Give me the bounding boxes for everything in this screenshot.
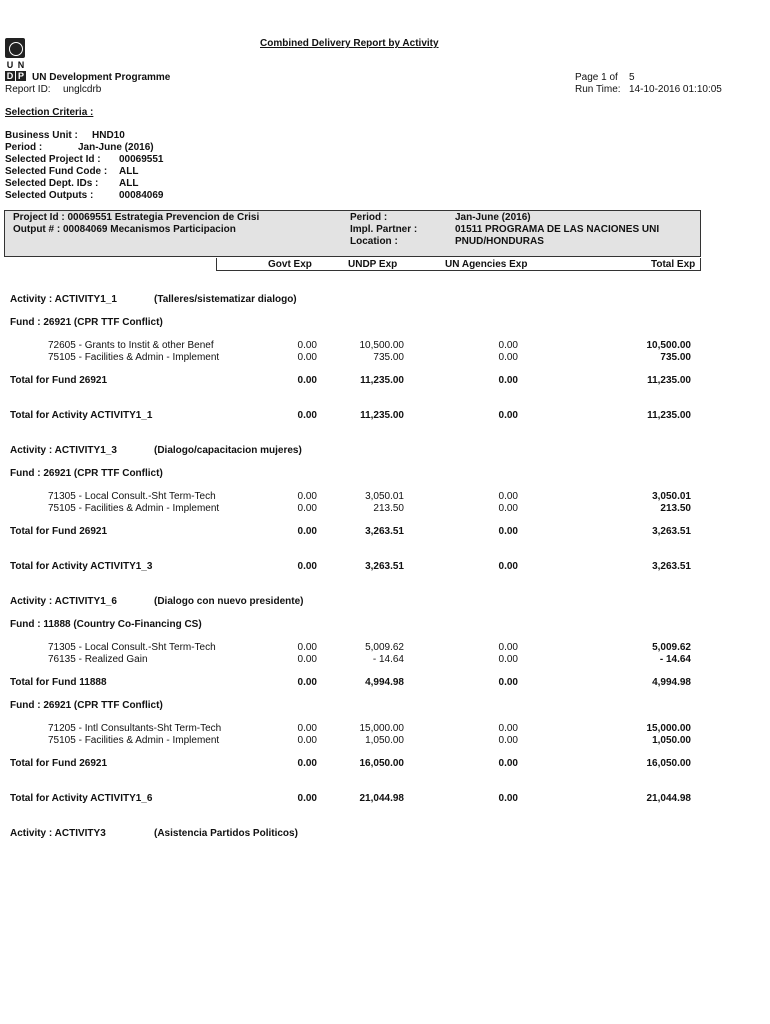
amount-cell: 0.00 <box>498 758 518 769</box>
amount-cell: 1,050.00 <box>365 735 404 746</box>
criteria-value: 00069551 <box>119 154 164 165</box>
amount-cell: 0.00 <box>498 677 518 688</box>
amount-cell: 3,263.51 <box>652 561 691 572</box>
amount-cell: 0.00 <box>498 793 518 804</box>
amount-cell: 0.00 <box>498 642 518 653</box>
amount-cell: 0.00 <box>297 642 317 653</box>
amount-cell: 0.00 <box>297 375 317 386</box>
output-line: Output # : 00084069 Mecanismos Participacion <box>13 224 236 235</box>
amount-cell: 15,000.00 <box>359 723 404 734</box>
fund-heading: Fund : 11888 (Country Co-Financing CS) <box>10 619 202 630</box>
amount-cell: 0.00 <box>498 526 518 537</box>
activity-heading: Activity : ACTIVITY1_1 <box>10 294 117 305</box>
criteria-label: Selected Project Id : <box>5 154 101 165</box>
activity-description: (Asistencia Partidos Politicos) <box>154 828 298 839</box>
account-line: 75105 - Facilities & Admin - Implement <box>48 503 220 514</box>
amount-cell: 11,235.00 <box>360 375 404 386</box>
project-line: Project Id : 00069551 Estrategia Prevencion de Crisi <box>13 212 260 223</box>
amount-cell: 10,500.00 <box>646 340 691 351</box>
amount-cell: 3,050.01 <box>652 491 691 502</box>
amount-cell: 15,000.00 <box>646 723 691 734</box>
account-line: 71205 - Intl Consultants-Sht Term-Tech <box>48 723 222 734</box>
column-header: Total Exp <box>651 259 696 270</box>
fund-heading: Fund : 26921 (CPR TTF Conflict) <box>10 700 163 711</box>
amount-cell: 0.00 <box>297 561 317 572</box>
total-label: Total for Activity ACTIVITY1_1 <box>10 410 153 421</box>
amount-cell: 0.00 <box>297 503 317 514</box>
amount-cell: 213.50 <box>660 503 691 514</box>
column-header: Govt Exp <box>268 259 312 270</box>
report-id: unglcdrb <box>63 84 102 95</box>
amount-cell: 21,044.98 <box>359 793 404 804</box>
account-line: 75105 - Facilities & Admin - Implement <box>48 735 220 746</box>
org-name: UN Development Programme <box>32 72 171 83</box>
criteria-value: HND10 <box>92 130 125 141</box>
partner-value: 01511 PROGRAMA DE LAS NACIONES UNI <box>455 224 660 235</box>
amount-cell: 16,050.00 <box>359 758 404 769</box>
account-line: 71305 - Local Consult.-Sht Term-Tech <box>48 491 216 502</box>
total-label: Total for Fund 26921 <box>10 375 108 386</box>
criteria-value: ALL <box>119 178 139 189</box>
amount-cell: 4,994.98 <box>652 677 691 688</box>
activity-description: (Dialogo/capacitacion mujeres) <box>154 445 302 456</box>
total-label: Total for Fund 11888 <box>10 677 107 688</box>
amount-cell: 0.00 <box>498 503 518 514</box>
amount-cell: 21,044.98 <box>646 793 691 804</box>
period-value: Jan-June (2016) <box>455 212 531 223</box>
amount-cell: 3,263.51 <box>652 526 691 537</box>
fund-heading: Fund : 26921 (CPR TTF Conflict) <box>10 317 163 328</box>
amount-cell: 0.00 <box>498 375 518 386</box>
undp-logo: U N D P <box>5 38 27 82</box>
page-total: 5 <box>629 72 635 83</box>
amount-cell: 0.00 <box>297 735 317 746</box>
column-header: UNDP Exp <box>348 259 398 270</box>
period-label: Period : <box>350 212 388 223</box>
amount-cell: 5,009.62 <box>652 642 691 653</box>
criteria-label: Selected Outputs : <box>5 190 94 201</box>
criteria-label: Business Unit : <box>5 130 78 141</box>
run-time-label: Run Time: <box>575 84 621 95</box>
criteria-value: 00084069 <box>119 190 164 201</box>
amount-cell: 0.00 <box>297 758 317 769</box>
amount-cell: 0.00 <box>297 654 317 665</box>
amount-cell: 0.00 <box>498 723 518 734</box>
amount-cell: 11,235.00 <box>647 410 691 421</box>
activity-heading: Activity : ACTIVITY1_3 <box>10 445 117 456</box>
page-label: Page 1 of <box>575 72 618 83</box>
amount-cell: - 14.64 <box>659 654 691 665</box>
amount-cell: 3,263.51 <box>365 561 404 572</box>
amount-cell: - 14.64 <box>372 654 404 665</box>
total-label: Total for Fund 26921 <box>10 758 108 769</box>
total-label: Total for Activity ACTIVITY1_3 <box>10 561 153 572</box>
account-line: 75105 - Facilities & Admin - Implement <box>48 352 220 363</box>
activity-description: (Talleres/sistematizar dialogo) <box>154 294 297 305</box>
criteria-label: Selected Fund Code : <box>5 166 108 177</box>
amount-cell: 0.00 <box>297 410 317 421</box>
criteria-label: Selected Dept. IDs : <box>5 178 99 189</box>
amount-cell: 11,235.00 <box>647 375 691 386</box>
amount-cell: 4,994.98 <box>365 677 404 688</box>
criteria-value: ALL <box>119 166 139 177</box>
account-line: 76135 - Realized Gain <box>48 654 148 665</box>
amount-cell: 0.00 <box>297 526 317 537</box>
amount-cell: 3,263.51 <box>365 526 404 537</box>
activity-heading: Activity : ACTIVITY1_6 <box>10 596 117 607</box>
run-time: 14-10-2016 01:10:05 <box>629 84 722 95</box>
location-label: Location : <box>350 236 398 247</box>
amount-cell: 0.00 <box>297 723 317 734</box>
criteria-value: Jan-June (2016) <box>78 142 154 153</box>
amount-cell: 10,500.00 <box>359 340 404 351</box>
amount-cell: 1,050.00 <box>652 735 691 746</box>
amount-cell: 0.00 <box>498 352 518 363</box>
amount-cell: 0.00 <box>297 352 317 363</box>
total-label: Total for Fund 26921 <box>10 526 108 537</box>
amount-cell: 0.00 <box>498 491 518 502</box>
amount-cell: 0.00 <box>498 735 518 746</box>
amount-cell: 0.00 <box>297 793 317 804</box>
amount-cell: 0.00 <box>498 410 518 421</box>
amount-cell: 16,050.00 <box>646 758 691 769</box>
total-label: Total for Activity ACTIVITY1_6 <box>10 793 153 804</box>
amount-cell: 0.00 <box>498 561 518 572</box>
un-emblem-icon <box>5 38 25 58</box>
selection-criteria-title: Selection Criteria : <box>5 107 94 118</box>
column-header: UN Agencies Exp <box>445 259 528 270</box>
location-value: PNUD/HONDURAS <box>455 236 544 247</box>
account-line: 71305 - Local Consult.-Sht Term-Tech <box>48 642 216 653</box>
amount-cell: 0.00 <box>498 340 518 351</box>
amount-cell: 735.00 <box>373 352 404 363</box>
amount-cell: 3,050.01 <box>365 491 404 502</box>
amount-cell: 213.50 <box>373 503 404 514</box>
partner-label: Impl. Partner : <box>350 224 418 235</box>
report-title: Combined Delivery Report by Activity <box>260 38 439 49</box>
amount-cell: 11,235.00 <box>360 410 404 421</box>
amount-cell: 0.00 <box>297 677 317 688</box>
report-id-label: Report ID: <box>5 84 51 95</box>
amount-cell: 0.00 <box>297 491 317 502</box>
account-line: 72605 - Grants to Instit & other Benef <box>48 340 214 351</box>
activity-heading: Activity : ACTIVITY3 <box>10 828 106 839</box>
criteria-label: Period : <box>5 142 43 153</box>
amount-cell: 0.00 <box>498 654 518 665</box>
fund-heading: Fund : 26921 (CPR TTF Conflict) <box>10 468 163 479</box>
amount-cell: 5,009.62 <box>365 642 404 653</box>
amount-cell: 735.00 <box>660 352 691 363</box>
activity-description: (Dialogo con nuevo presidente) <box>154 596 304 607</box>
amount-cell: 0.00 <box>297 340 317 351</box>
